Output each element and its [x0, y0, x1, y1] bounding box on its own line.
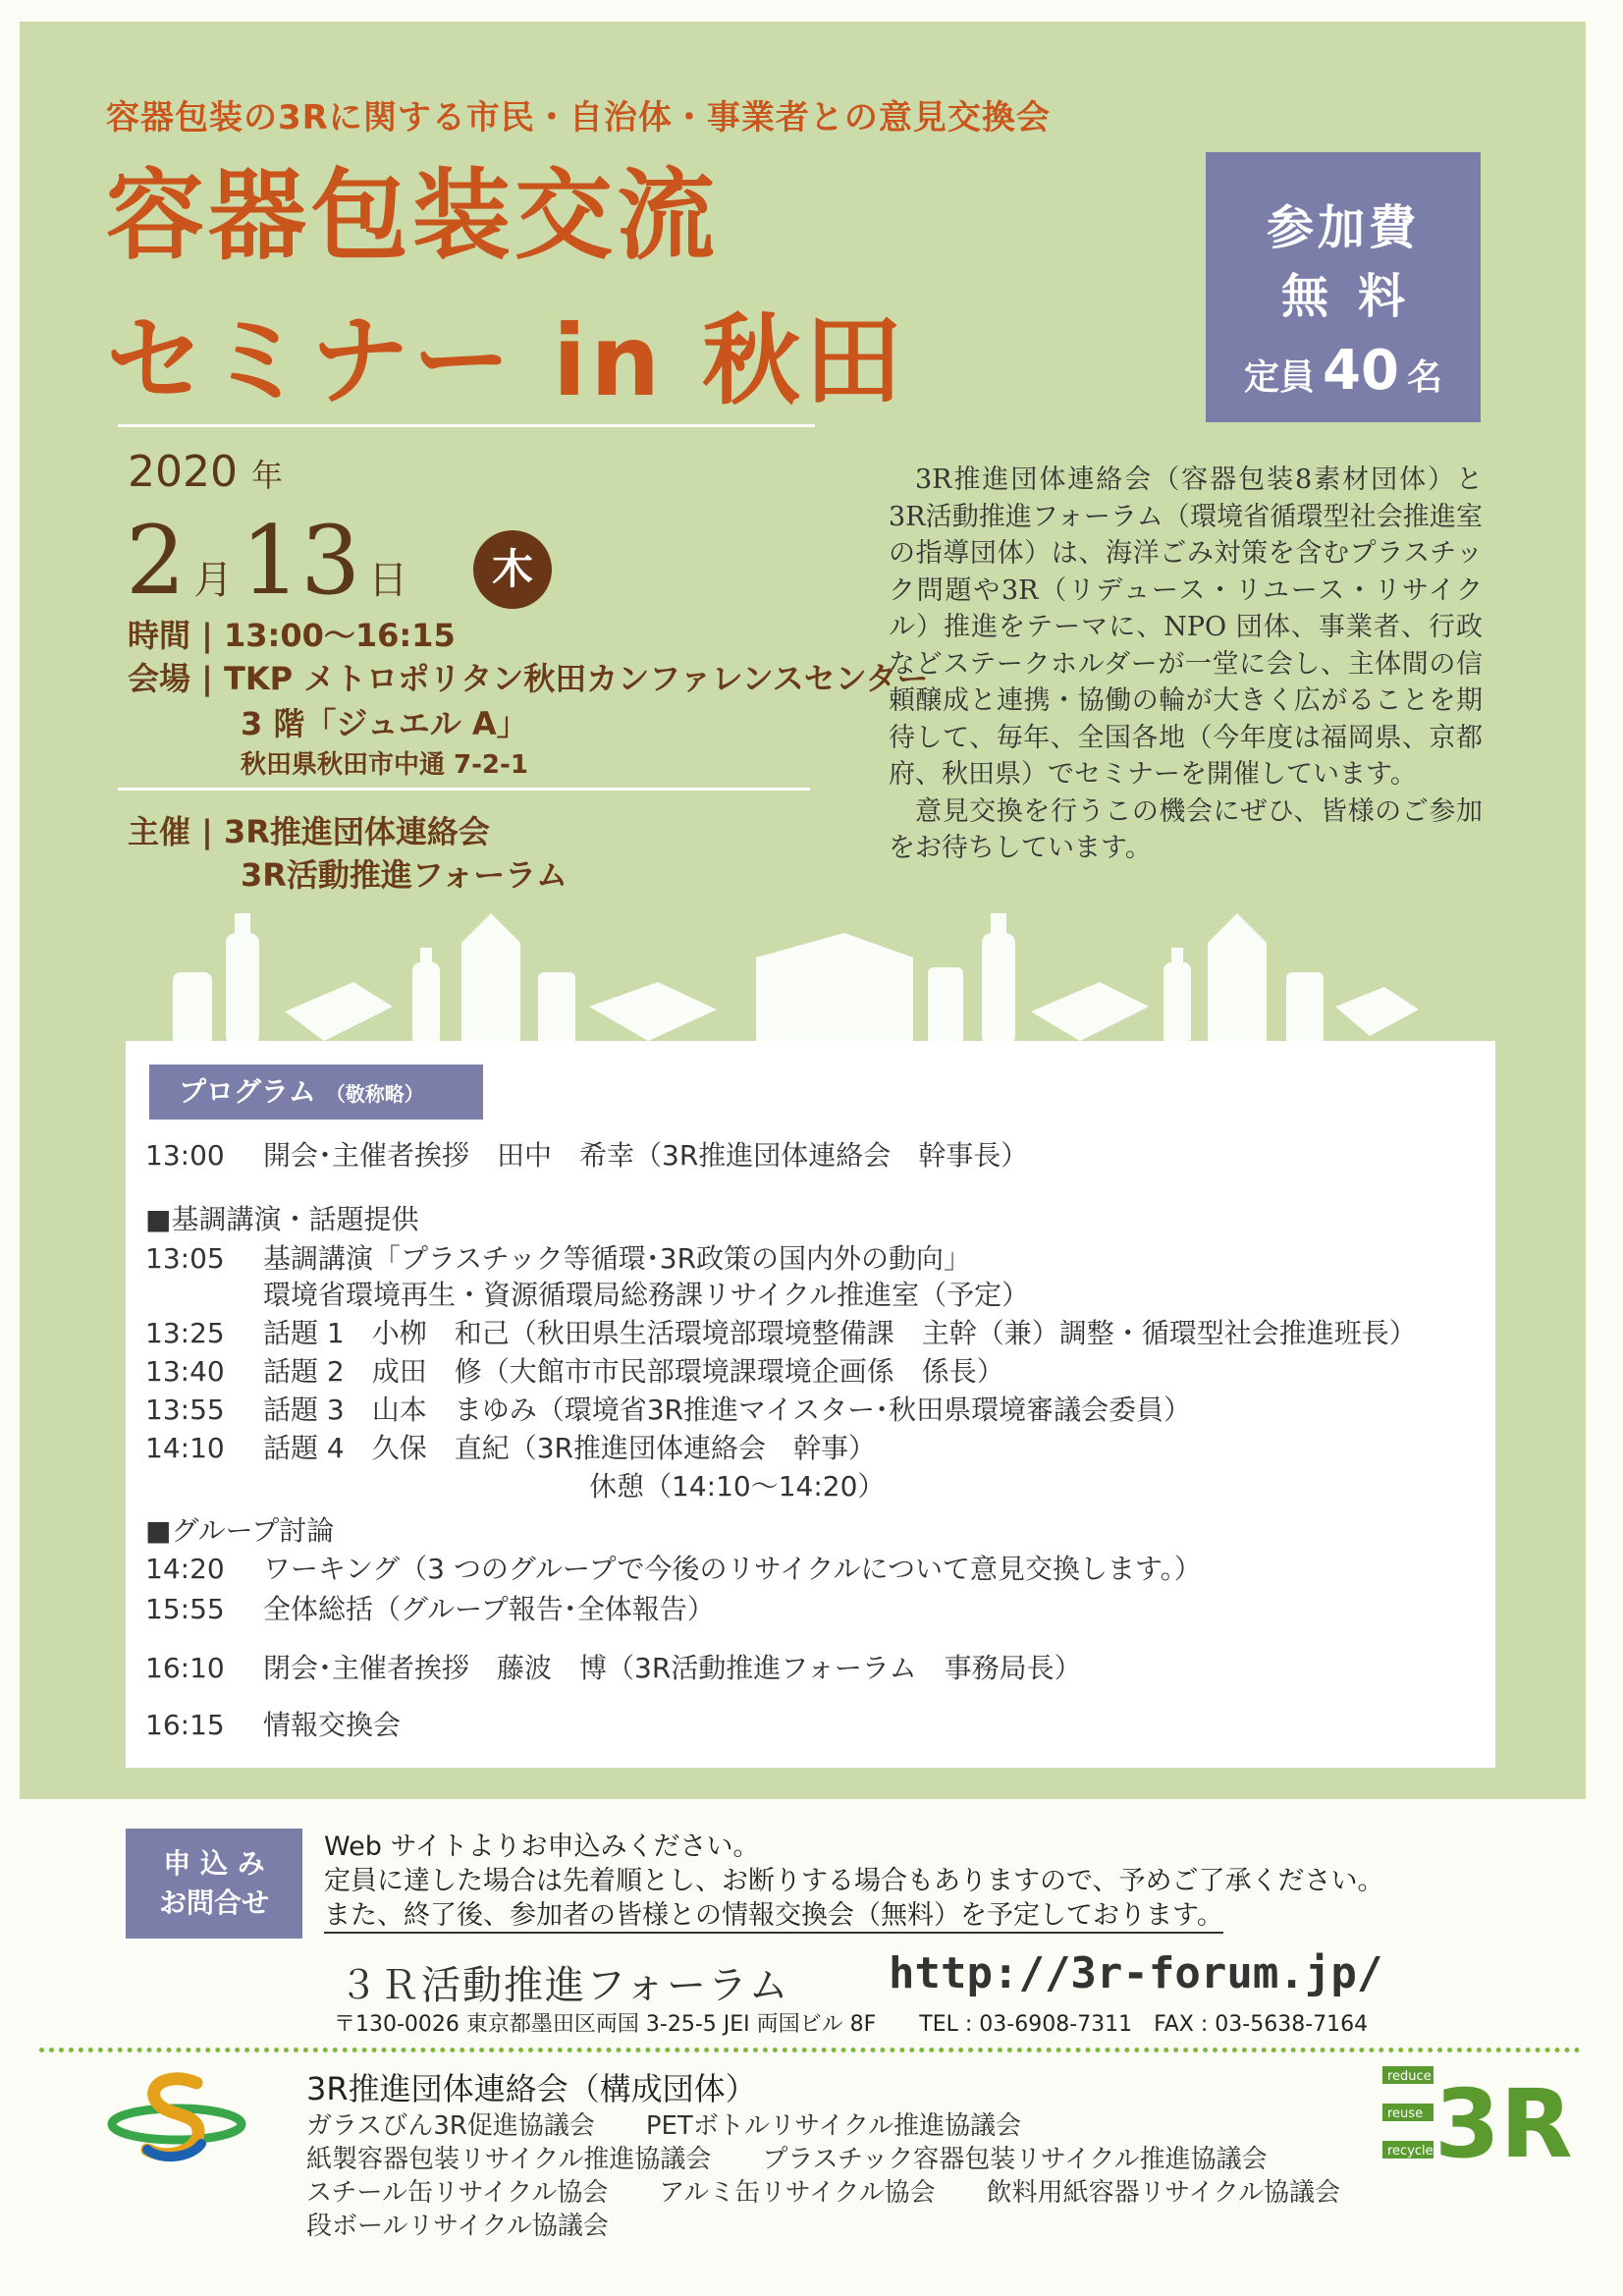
apply-text-line2: 定員に達した場合は先着順とし、お断りする場合もありますので、予めご了承ください。: [324, 1866, 1384, 1896]
venue-address: 秋田県秋田市中通 7-2-1: [241, 750, 528, 780]
program-section-keynote: ■基調講演・話題提供: [145, 1203, 419, 1235]
program-label: [149, 1065, 483, 1120]
member-row: 段ボールリサイクル協議会: [306, 2212, 609, 2241]
program-time: 13:25: [145, 1317, 225, 1349]
program-item: [145, 1389, 1191, 1428]
program-item: [145, 1134, 1028, 1174]
logo-word-reduce: reduce: [1387, 2069, 1432, 2084]
logo-word-reuse: reuse: [1387, 2106, 1424, 2121]
program-item: [145, 1548, 1202, 1587]
program-time: 16:10: [145, 1652, 225, 1684]
host-line1: 3R推進団体連絡会: [223, 813, 490, 850]
event-year: [128, 447, 283, 497]
program-item: [145, 1647, 1082, 1686]
apply-label-line1: 申 込 み: [163, 1847, 265, 1880]
info-divider: [118, 788, 810, 791]
fee-label: 参加費: [1266, 200, 1420, 255]
program-time: 13:00: [145, 1139, 225, 1172]
capacity-number: 40: [1323, 339, 1399, 403]
contact-address: 〒130-0026 東京都墨田区両国 3-25-5 JEI 両国ビル 8F TEL : 03-6908-7311 FAX : 03-5638-7164: [334, 2012, 1369, 2037]
program-time: 13:55: [145, 1394, 225, 1426]
title-divider: [118, 424, 815, 427]
logo-word-recycle: recycle: [1387, 2144, 1434, 2159]
event-venue: 会場 | TKP メトロポリタン秋田カンファレンスセンター: [128, 660, 929, 697]
capacity: [1206, 339, 1481, 403]
program-text: 話題 1 小栁 和己（秋田県生活環境部環境整備課 主幹（兼）調整・循環型社会推進班長）: [263, 1317, 1417, 1349]
containers-illustration: [167, 903, 1424, 1051]
contact-url-link[interactable]: http://3r-forum.jp/: [889, 1948, 1383, 1998]
program-text: 話題 3 山本 まゆみ（環境省3R推進マイスター･秋田県環境審議会委員）: [263, 1394, 1192, 1426]
event-subtitle: 容器包装の3Rに関する市民・自治体・事業者との意見交換会: [106, 98, 1051, 137]
apply-label: [126, 1829, 302, 1939]
program-text: 話題 4 久保 直紀（3R推進団体連絡会 幹事）: [263, 1432, 876, 1464]
description-paragraph: 意見交換を行うこの機会にぜひ、皆様のご参加をお待ちしています。: [889, 795, 1483, 863]
capacity-suffix: 名: [1406, 357, 1442, 398]
apply-text-line3: また、終了後、参加者の皆様との情報交換会（無料）を予定しております。: [324, 1893, 1223, 1934]
dotted-divider: [39, 2048, 1581, 2052]
program-text: 情報交換会: [263, 1709, 402, 1741]
event-host: 主催 | 3R推進団体連絡会: [128, 813, 490, 850]
program-time: 13:05: [145, 1242, 225, 1275]
year-unit: 年: [250, 457, 283, 494]
program-break: 休憩（14:10～14:20）: [589, 1470, 886, 1503]
time-value: 13:00～16:15: [223, 617, 456, 654]
fee-box: [1206, 152, 1481, 422]
organization-logo-icon: [108, 2067, 245, 2170]
program-item: [145, 1312, 1417, 1351]
contact-org: ３Ｒ活動推進フォーラム: [339, 1963, 790, 2008]
program-time: 14:20: [145, 1553, 225, 1585]
program-text: 閉会･主催者挨拶 藤波 博（3R活動推進フォーラム 事務局長）: [263, 1652, 1082, 1684]
program-time: 15:55: [145, 1593, 225, 1625]
program-label-note: （敬称略）: [325, 1082, 424, 1106]
capacity-prefix: 定員: [1244, 357, 1316, 398]
logo-mark: 3R: [1434, 2069, 1573, 2179]
event-title-line2: セミナー in 秋田: [106, 303, 907, 418]
program-text: 基調講演「プラスチック等循環･3R政策の国内外の動向」: [263, 1242, 972, 1275]
host-label: 主催: [128, 813, 191, 850]
member-row: 紙製容器包装リサイクル推進協議会 プラスチック容器包装リサイクル推進協議会: [306, 2145, 1268, 2174]
time-label: 時間: [128, 617, 191, 654]
month-value: 2: [126, 506, 187, 616]
description-paragraph: 3R推進団体連絡会（容器包装8素材団体）と3R活動推進フォーラム（環境省循環型社会推進室の指導団体）は、海洋ごみ対策を含むプラスチック問題や3R（リデュース・リユース・リサイクル）推進をテーマに、NPO 団体、事業者、行政などステークホルダーが一堂に会し、主体間の信頼醸成と連携・協働の輪が大きく広がることを期待して、毎年、全国各地（今年度は福岡県、京都府、秋田県）でセミナーを開催しています。: [889, 465, 1483, 790]
program-time: 14:10: [145, 1432, 225, 1464]
members-title: 3R推進団体連絡会（構成団体）: [306, 2070, 757, 2107]
program-item: [145, 1588, 715, 1627]
program-time: 16:15: [145, 1709, 225, 1741]
program-section-discussion: ■グループ討論: [145, 1514, 335, 1547]
program-text: 話題 2 成田 修（大館市市民部環境課環境企画係 係長）: [263, 1355, 1004, 1388]
host-line2: 3R活動推進フォーラム: [241, 856, 568, 894]
apply-label-line2: お問合せ: [158, 1886, 269, 1919]
event-title-line1: 容器包装交流: [106, 158, 719, 273]
event-description: [889, 462, 1483, 867]
fee-free: 無料: [1280, 269, 1434, 324]
weekday-badge: 木: [473, 530, 552, 609]
program-text: 全体総括（グループ報告･全体報告）: [263, 1593, 715, 1625]
venue-room: 3 階「ジュエル A」: [241, 705, 528, 742]
venue-name: TKP メトロポリタン秋田カンファレンスセンター: [223, 660, 929, 697]
3r-logo-icon: [1380, 2062, 1573, 2179]
program-text: 開会･主催者挨拶 田中 希幸（3R推進団体連絡会 幹事長）: [263, 1139, 1029, 1172]
year-value: 2020: [128, 447, 238, 497]
venue-label: 会場: [128, 660, 191, 697]
program-item: [145, 1704, 401, 1743]
program-label-text: プログラム: [179, 1075, 316, 1108]
program-time: 13:40: [145, 1355, 225, 1388]
event-time: 時間 | 13:00～16:15: [128, 617, 456, 654]
program-item-detail: 環境省環境再生・資源循環局総務課リサイクル推進室（予定）: [263, 1279, 1030, 1311]
member-row: ガラスびん3R促進協議会 PETボトルリサイクル推進協議会: [306, 2111, 1022, 2141]
program-item: [145, 1350, 1004, 1390]
day-unit: 日: [368, 558, 408, 603]
program-item: [145, 1427, 876, 1466]
apply-text-line1: Web サイトよりお申込みください。: [324, 1831, 760, 1862]
program-text: ワーキング（3 つのグループで今後のリサイクルについて意見交換します。）: [263, 1553, 1202, 1585]
member-row: スチール缶リサイクル協会 アルミ缶リサイクル協会 飲料用紙容器リサイクル協議会: [306, 2178, 1341, 2208]
event-date: [126, 506, 415, 616]
day-value: 13: [241, 506, 361, 616]
month-unit: 月: [193, 558, 234, 603]
program-item: [145, 1237, 971, 1277]
